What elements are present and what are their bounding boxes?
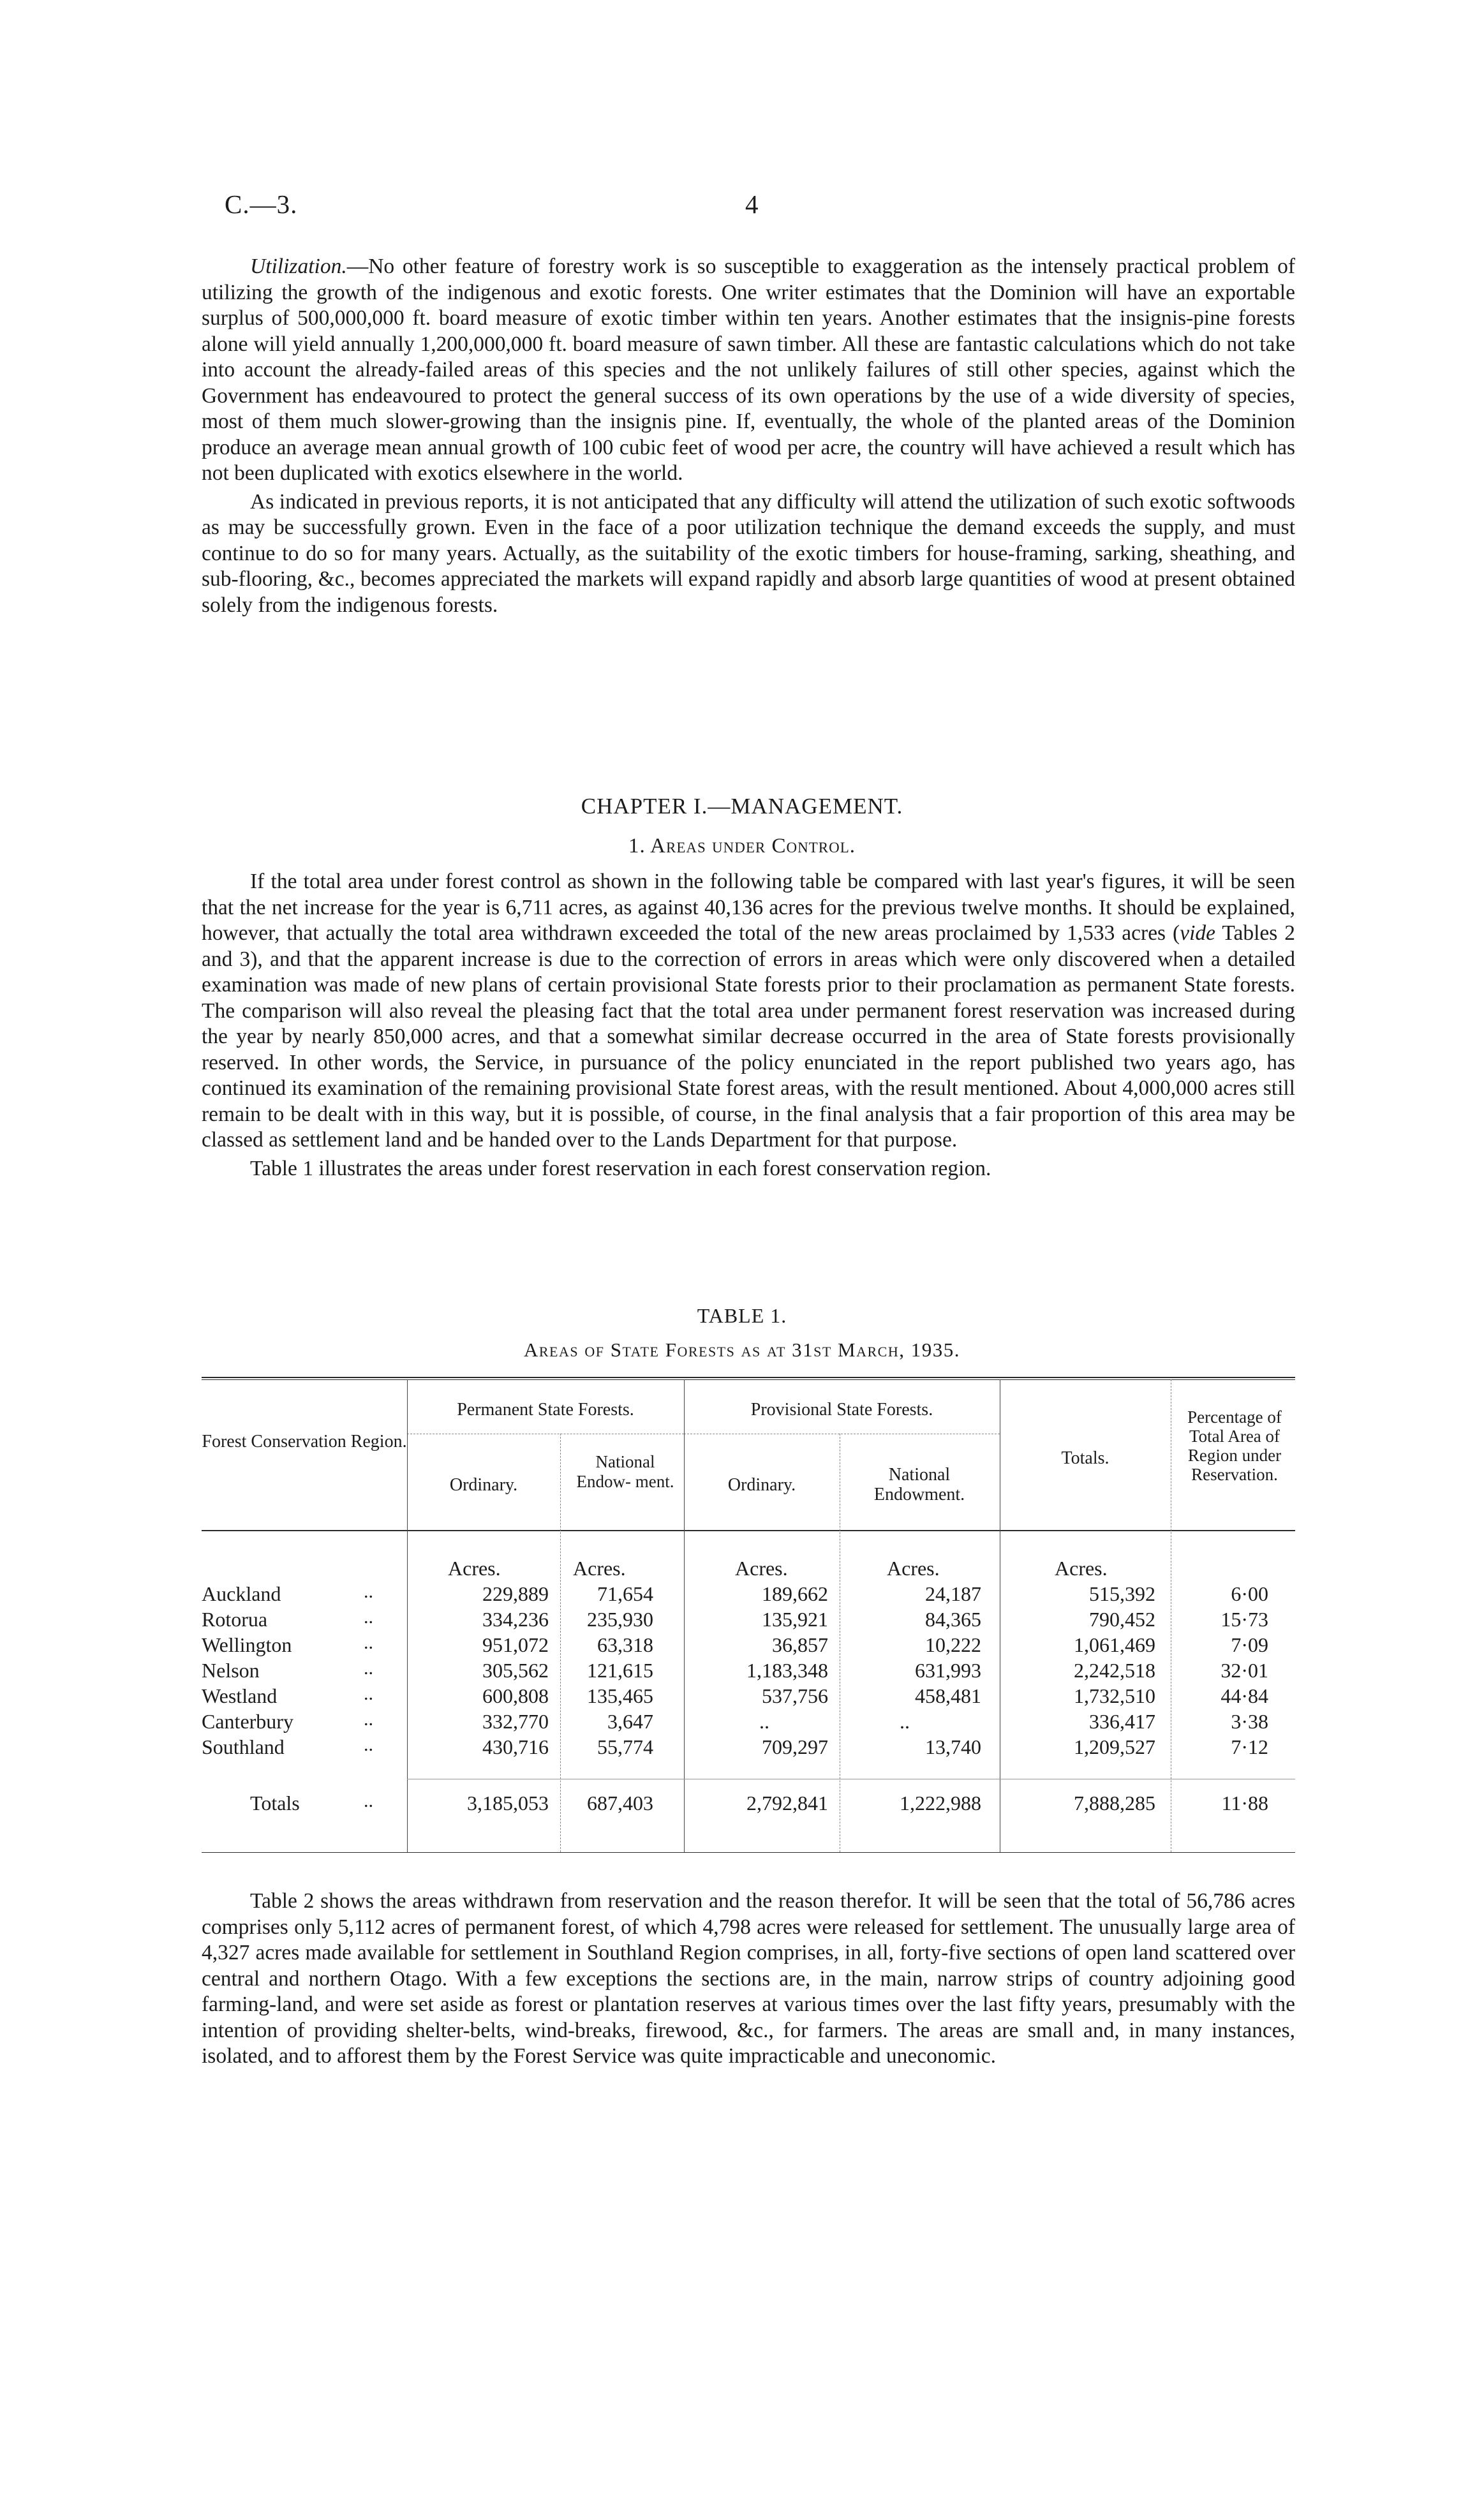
leader-dots: .. — [364, 1709, 373, 1730]
perm-ordinary-value: 600,808 — [482, 1684, 549, 1707]
table2-section — [202, 1889, 1295, 2070]
chapter-title: CHAPTER I.—MANAGEMENT. — [581, 794, 903, 819]
grand-total: 7,888,285 — [1074, 1792, 1155, 1815]
total-value: 1,061,469 — [1074, 1633, 1155, 1656]
prov-ordinary-value: .. — [759, 1710, 769, 1733]
region-name: Wellington — [202, 1633, 292, 1656]
utilization-paragraph-1-text: —No other feature of forestry work is so susceptible to exaggeration as the intensely practical problem of utilizing the growth of the indigenous and exotic forests. One writer estimates that the Dominion will have an exportable surplus of 500,000,000 ft. board measure of exotic timber within ten years. Another estimates that the insignis-pine forests alone will yield annually 1,200,000,000 ft. board measure of sawn timber. All these are fantastic calculations which do not take into account the already-failed areas of this species and the not unlikely failures of still other species, against which the Government has endeavoured to protect the general success of its own operations by the use of a wide diversity of species, most of them much slower-growing than the insignis pine. If, eventually, the whole of the planted areas of the Dominion produce an average mean annual growth of 100 cubic feet of wood per acre, the country will have achieved a result which has not been duplicated with exotics elsewhere in the world. — [202, 255, 1295, 485]
leader-dots: .. — [364, 1607, 373, 1628]
unit-totals: Acres. — [1055, 1557, 1108, 1580]
table-caption: Areas of State Forests as at 31st March, 1935. — [523, 1339, 960, 1361]
region-name: Nelson — [202, 1659, 260, 1682]
leader-dots: .. — [364, 1683, 373, 1704]
prov-ordinary-value: 135,921 — [762, 1608, 828, 1631]
management-paragraph-1 — [202, 869, 1295, 1154]
table-1 — [202, 1377, 1295, 1855]
perm-national-value: 135,465 — [587, 1684, 653, 1707]
region-name: Rotorua — [202, 1608, 268, 1631]
percentage-value: 6·00 — [1231, 1582, 1268, 1605]
table-title: TABLE 1. — [697, 1304, 787, 1327]
region-name: Canterbury — [202, 1710, 293, 1733]
utilization-paragraph-1 — [202, 254, 1295, 487]
perm-ordinary-value: 334,236 — [482, 1608, 549, 1631]
prov-ordinary-value: 1,183,348 — [746, 1659, 828, 1682]
prov-national-total: 1,222,988 — [900, 1792, 981, 1815]
percentage-value: 15·73 — [1221, 1608, 1268, 1631]
total-value: 790,452 — [1089, 1608, 1155, 1631]
leader-dots: .. — [364, 1581, 373, 1602]
header-percentage: Percentage of Total Area of Region under Reservation. — [1187, 1407, 1282, 1484]
header-totals: Totals. — [1061, 1448, 1109, 1468]
percentage-value: 7·09 — [1231, 1633, 1268, 1656]
page-number: 4 — [745, 189, 759, 219]
perm-national-total: 687,403 — [587, 1792, 653, 1815]
leader-dots: .. — [364, 1790, 373, 1811]
table2-paragraph: Table 2 shows the areas withdrawn from reservation and the reason therefor. It will be seen that the total of 56,786 acres comprises only 5,112 acres of permanent forest, of which 4,798 acres were released for settlement. The unusually large area of 4,327 acres made available for settlement in Southland Region comprises, in all, forty-five sections of open land scattered over central and northern Otago. With a few exceptions the sections are, in the main, narrow strips of country adjoining good farming-land, and were set aside as forest or plantation reserves at various times over the last fifty years, presumably with the intention of providing shelter-belts, wind-breaks, firewood, &c., for farmers. The areas are small and, in many instances, isolated, and to afforest them by the Forest Service was quite impracticable and uneconomic. — [202, 1889, 1295, 2068]
prov-ordinary-value: 709,297 — [762, 1735, 828, 1758]
perm-national-value: 71,654 — [597, 1582, 653, 1605]
header-perm-national: National Endow- ment. — [576, 1452, 674, 1491]
percentage-value: 44·84 — [1221, 1684, 1268, 1707]
unit-perm-ordinary: Acres. — [448, 1557, 501, 1580]
prov-national-value: 10,222 — [925, 1633, 981, 1656]
table-bottom-rule — [202, 1852, 1295, 1853]
header-provisional: Provisional State Forests. — [750, 1400, 933, 1420]
header-prov-ordinary: Ordinary. — [727, 1475, 796, 1495]
percentage-value: 3·38 — [1231, 1710, 1268, 1733]
total-value: 2,242,518 — [1074, 1659, 1155, 1682]
prov-national-value: 84,365 — [925, 1608, 981, 1631]
utilization-heading: Utilization. — [250, 255, 347, 278]
management-section — [202, 869, 1295, 1182]
management-paragraph-2: Table 1 illustrates the areas under forest reservation in each forest conservation region. — [250, 1156, 991, 1180]
prov-ordinary-value: 189,662 — [762, 1582, 828, 1605]
management-paragraph-1-a: If the total area under forest control as shown in the following table be compared with last year's figures, it will be seen that the net increase for the year is 6,711 acres, as against 40,136 acres for the previous twelve months. It should be explained, however, that actually the total area withdrawn exceeded the total of the new areas proclaimed by 1,533 acres ( — [202, 870, 1295, 945]
perm-national-value: 3,647 — [607, 1710, 653, 1733]
total-value: 1,732,510 — [1074, 1684, 1155, 1707]
perm-national-value: 63,318 — [597, 1633, 653, 1656]
header-perm-ordinary: Ordinary. — [449, 1475, 518, 1495]
total-value: 336,417 — [1089, 1710, 1155, 1733]
percentage-value: 7·12 — [1231, 1735, 1268, 1758]
prov-ordinary-value: 537,756 — [762, 1684, 828, 1707]
management-paragraph-1-b: Tables 2 and 3), and that the apparent increase is due to the correction of errors in areas which were only discovered when a detailed examination was made of new plans of certain provisional State forests prior to their proclamation as permanent State forests. The comparison will also reveal the pleasing fact that the total area under permanent forest reservation was increased during the year by nearly 850,000 acres, and that a somewhat similar decrease occurred in the area of State forests provisionally reserved. In other words, the Service, in pursuance of the policy enunciated in the report published two years ago, has continued its examination of the remaining provisional State forest areas, with the result mentioned. About 4,000,000 acres still remain to be dealt with in this way, but it is possible, of course, in the final analysis that a fair proportion of this area may be classed as settlement land and be handed over to the Lands Department for that purpose. — [202, 921, 1295, 1152]
section-title: 1. Areas under Control. — [628, 835, 856, 857]
leader-dots: .. — [364, 1632, 373, 1653]
utilization-paragraph-2: As indicated in previous reports, it is not anticipated that any difficulty will attend the utilization of such exotic softwoods as may be successfully grown. Even in the face of a poor utilization technique the demand exceeds the supply, and must continue to do so for many years. Actually, as the suitability of the exotic timbers for house-framing, sarking, sheathing, and sub-flooring, &c., becomes appreciated the markets will expand rapidly and absorb large quantities of wood at present obtained solely from the indigenous forests. — [202, 489, 1295, 617]
prov-national-value: 458,481 — [915, 1684, 981, 1707]
total-value: 515,392 — [1089, 1582, 1155, 1605]
vide-word: vide — [1180, 921, 1215, 945]
prov-national-value: 631,993 — [915, 1659, 981, 1682]
perm-ordinary-value: 332,770 — [482, 1710, 549, 1733]
perm-national-value: 55,774 — [597, 1735, 653, 1758]
perm-ordinary-value: 305,562 — [482, 1659, 549, 1682]
prov-national-value: 24,187 — [925, 1582, 981, 1605]
unit-perm-national: Acres. — [573, 1557, 626, 1580]
region-name: Westland — [202, 1684, 278, 1707]
region-name: Auckland — [202, 1582, 281, 1605]
percentage-total: 11·88 — [1221, 1792, 1268, 1815]
perm-ordinary-value: 951,072 — [482, 1633, 549, 1656]
unit-prov-national: Acres. — [887, 1557, 940, 1580]
totals-label: Totals — [250, 1792, 300, 1815]
perm-national-value: 235,930 — [587, 1608, 653, 1631]
header-permanent: Permanent State Forests. — [457, 1400, 634, 1420]
header-prov-national: National Endowment. — [873, 1465, 965, 1504]
percentage-value: 32·01 — [1221, 1659, 1268, 1682]
total-value: 1,209,527 — [1074, 1735, 1155, 1758]
header-region: Forest Conservation Region. — [202, 1432, 407, 1451]
leader-dots: .. — [364, 1658, 373, 1679]
prov-national-value: .. — [900, 1710, 910, 1733]
leader-dots: .. — [364, 1734, 373, 1755]
perm-national-value: 121,615 — [587, 1659, 653, 1682]
prov-national-value: 13,740 — [925, 1735, 981, 1758]
utilization-section — [202, 254, 1295, 618]
table-top-rule — [202, 1377, 1295, 1378]
perm-ordinary-total: 3,185,053 — [467, 1792, 549, 1815]
unit-prov-ordinary: Acres. — [735, 1557, 788, 1580]
table-top-rule-inner — [202, 1379, 1295, 1380]
prov-ordinary-value: 36,857 — [772, 1633, 828, 1656]
perm-ordinary-value: 229,889 — [482, 1582, 549, 1605]
region-name: Southland — [202, 1735, 285, 1758]
perm-ordinary-value: 430,716 — [482, 1735, 549, 1758]
prov-ordinary-total: 2,792,841 — [746, 1792, 828, 1815]
report-code: C.—3. — [225, 189, 298, 219]
table-header-rule — [202, 1530, 1295, 1531]
